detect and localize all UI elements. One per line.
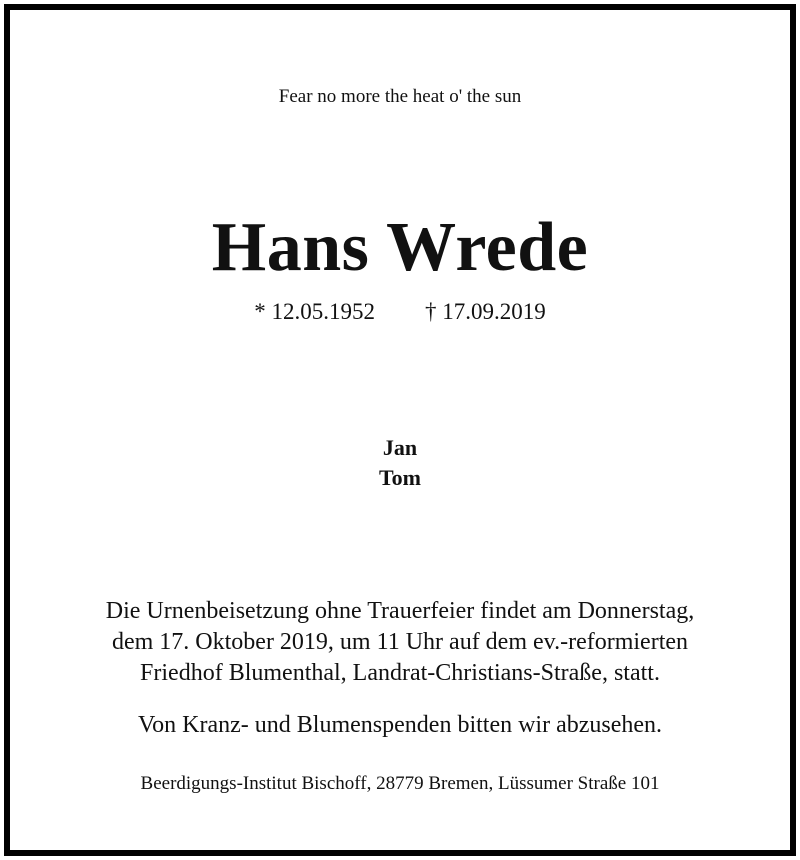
ceremony-line: Friedhof Blumenthal, Landrat-Christians-Straße, statt. xyxy=(140,660,660,686)
deceased-name: Hans Wrede xyxy=(211,209,589,286)
flower-request: Von Kranz- und Blumenspenden bitten wir abzusehen. xyxy=(137,712,663,738)
life-dates xyxy=(10,299,790,325)
ceremony-notice xyxy=(10,596,790,689)
mourner-name: Tom xyxy=(379,465,421,490)
undertaker-info: Beerdigungs-Institut Bischoff, 28779 Bremen, Lüssumer Straße 101 xyxy=(140,773,660,794)
ceremony-line: dem 17. Oktober 2019, um 11 Uhr auf dem ev.-reformierten xyxy=(111,629,689,655)
mourner-name: Jan xyxy=(382,435,418,460)
motto-quote: Fear no more the heat o' the sun xyxy=(278,86,522,107)
obituary-frame xyxy=(4,4,796,856)
birth-date: * 12.05.1952 xyxy=(254,299,375,324)
mourners-list xyxy=(10,433,790,493)
ceremony-line: Die Urnenbeisetzung ohne Trauerfeier findet am Donnerstag, xyxy=(105,598,695,624)
death-date: † 17.09.2019 xyxy=(425,299,546,324)
